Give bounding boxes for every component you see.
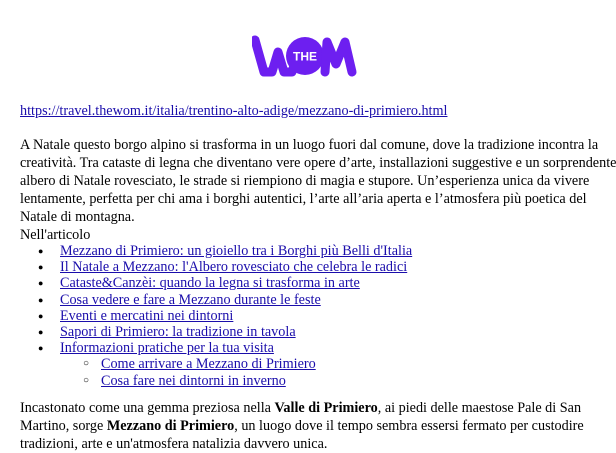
intro-line: creatività. Tra cataste di legna che diventano vere opere d’arte, installazioni suggestive e un sorprendente: [20, 155, 616, 171]
thewom-logo[interactable]: [252, 34, 360, 78]
body-line: tradizioni, arte e un'atmosfera natalizia davvero unica.: [20, 436, 328, 452]
toc-item: [0, 275, 616, 291]
toc-link[interactable]: Eventi e mercatini nei dintorni: [60, 307, 234, 324]
body-line: [20, 417, 600, 435]
intro-line: albero di Natale rovesciato, le strade si riempiono di magia e stupore. Un’esperienza unica da vivere: [20, 173, 590, 189]
body-text: Incastonato come una gemma preziosa nella: [20, 400, 275, 416]
table-of-contents: [0, 243, 616, 389]
bullet-icon: ●: [38, 310, 44, 321]
circle-bullet-icon: ○: [83, 358, 90, 370]
circle-bullet-icon: ○: [83, 374, 90, 386]
bullet-icon: ●: [38, 278, 44, 289]
bullet-icon: ●: [38, 246, 44, 256]
toc-item: [0, 259, 616, 275]
toc-item: [0, 243, 616, 259]
article-url-link[interactable]: https://travel.thewom.it/italia/trentino-alto-adige/mezzano-di-primiero.html: [20, 103, 448, 119]
bullet-icon: ●: [38, 326, 44, 337]
body-line: [20, 399, 600, 417]
toc-item: [0, 340, 616, 356]
logo-badge-text: THE: [293, 49, 317, 64]
toc-link[interactable]: Il Natale a Mezzano: l'Albero rovesciato che celebra le radici: [60, 259, 408, 276]
bullet-icon: ●: [38, 262, 44, 273]
toc-link[interactable]: Sapori di Primiero: la tradizione in tavola: [60, 323, 296, 340]
toc-item: [0, 324, 616, 340]
toc-sublink[interactable]: Come arrivare a Mezzano di Primiero: [101, 356, 316, 373]
place-name-bold: Valle di Primiero: [274, 400, 378, 416]
intro-line: A Natale questo borgo alpino si trasforma in un luogo fuori dal comune, dove la tradizione incontra la: [20, 137, 599, 153]
body-text: , ai piedi delle maestose Pale di San: [377, 400, 582, 416]
toc-item: [0, 292, 616, 308]
toc-link[interactable]: Informazioni pratiche per la tua visita: [60, 340, 274, 357]
toc-item: [0, 308, 616, 324]
toc-subitem: [0, 373, 616, 389]
bullet-icon: ●: [38, 294, 44, 305]
intro-paragraph: [20, 136, 616, 226]
bullet-icon: ●: [38, 343, 44, 354]
body-paragraph: [20, 399, 600, 453]
toc-link[interactable]: Cataste&Canzèi: quando la legna si trasforma in arte: [60, 275, 360, 292]
toc-link[interactable]: Mezzano di Primiero: un gioiello tra i Borghi più Belli d'Italia: [60, 243, 413, 259]
intro-line: lentamente, perfetta per chi ama i borghi autentici, l’arte all’aria aperta e l’atmosfera più poetica del: [20, 191, 587, 207]
toc-sublink[interactable]: Cosa fare nei dintorni in inverno: [101, 372, 286, 389]
toc-heading: Nell'articolo: [20, 227, 91, 243]
toc-link[interactable]: Cosa vedere e fare a Mezzano durante le feste: [60, 291, 321, 308]
place-name-bold: Mezzano di Primiero: [106, 418, 235, 434]
toc-subitem: [0, 356, 616, 372]
logo-letter-m: [325, 42, 352, 72]
body-text: , un luogo dove il tempo sembra essersi fermato per custodire: [234, 418, 584, 434]
body-text: Martino, sorge: [20, 418, 107, 434]
intro-line: Natale di montagna.: [20, 209, 135, 225]
